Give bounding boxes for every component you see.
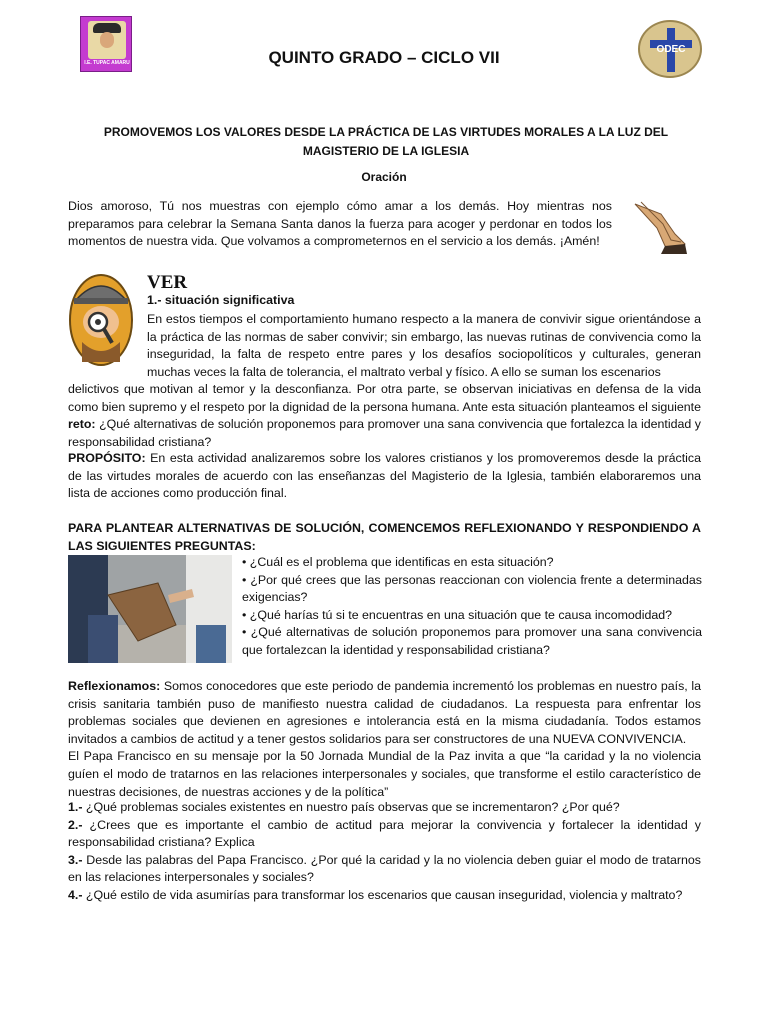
- situation-label: 1.- situación significativa: [147, 293, 295, 307]
- situation-paragraph-1: En estos tiempos el comportamiento humano respecto a la manera de convivir sigue orientándose a la práctica de las normas de saber convivir; sin embargo, las nuevas rutinas de convivencia como la inseguridad, la falta de respeto entre pares y los desafíos sociopolíticos y culturales, generan muchas veces la falta de tolerancia, el maltrato verbal y físico. A ello se suman los escenarios: [147, 312, 701, 379]
- question-number: 4.-: [68, 887, 83, 902]
- questions-intro: PARA PLANTEAR ALTERNATIVAS DE SOLUCIÓN, COMENCEMOS REFLEXIONANDO Y RESPONDIENDO A LAS SIGUIENTES PREGUNTAS:: [68, 521, 701, 553]
- praying-hands-icon: [621, 198, 691, 256]
- question-list: [242, 554, 702, 660]
- document-subtitle: PROMOVEMOS LOS VALORES DESDE LA PRÁCTICA DE LAS VIRTUDES MORALES A LA LUZ DEL MAGISTERIO DE LA IGLESIA: [103, 125, 669, 158]
- question-text: ¿Qué problemas sociales existentes en nuestro país observas que se incrementaron? ¿Por qué?: [82, 800, 620, 814]
- numbered-question: [68, 817, 701, 852]
- prayer-heading: Oración: [361, 170, 407, 184]
- situation-text-a: delictivos que motivan al temor y la desconfianza. Por otra parte, se observan iniciativas en defensa de la vida como bien supremo y el respeto por la dignidad de la persona humana. Ante esta situación planteamos el siguiente: [68, 382, 701, 414]
- numbered-questions: [68, 799, 701, 905]
- question-number: 3.-: [68, 852, 83, 867]
- question-text: ¿Qué estilo de vida asumirías para transformar los escenarios que causan inseguridad, violencia y maltrato?: [82, 887, 683, 902]
- detective-icon: [68, 270, 134, 368]
- question-item: • ¿Qué alternativas de solución proponemos para promover una sana convivencia que fortalezcan la identidad y responsabilidad cristiana?: [242, 625, 702, 657]
- page-title: QUINTO GRADO – CICLO VII: [268, 48, 500, 67]
- reto-label: reto:: [68, 417, 96, 432]
- proposito-text: En esta actividad analizaremos sobre los valores cristianos y los promoveremos desde la práctica de las virtudes morales de acuerdo con las enseñanzas del Magisterio de la Iglesia, también elaboraremos una lista de acciones como producción final.: [68, 451, 701, 501]
- odec-logo-text: ODEC: [656, 44, 686, 55]
- numbered-question: [68, 852, 701, 887]
- numbered-question: [68, 799, 701, 817]
- pope-quote-paragraph: El Papa Francisco en su mensaje por la 50 Jornada Mundial de la Paz invita a que “la caridad y la no violencia guíen el modo de tratarnos en las relaciones interpersonales y sociales, que transforme el estilo característico de nuestras decisiones, de nuestras acciones y de la política”: [68, 749, 701, 799]
- question-item: • ¿Qué harías tú si te encuentras en una situación que te causa incomodidad?: [242, 607, 673, 622]
- question-item: • ¿Por qué crees que las personas reaccionan con violencia frente a determinadas exigencias?: [242, 572, 702, 605]
- proposito-label: PROPÓSITO:: [68, 451, 146, 465]
- reflection-paragraph: [68, 678, 701, 748]
- numbered-question: [68, 887, 701, 905]
- struggle-photo: [68, 555, 232, 663]
- question-item: • ¿Cuál es el problema que identificas en esta situación?: [242, 555, 554, 569]
- reflection-section: [68, 678, 701, 801]
- question-text: ¿Crees que es importante el cambio de actitud para mejorar la convivencia y fortalecer la identidad y responsabilidad cristiana? Explica: [68, 817, 701, 850]
- question-number: 1.-: [68, 800, 83, 814]
- question-text: Desde las palabras del Papa Francisco. ¿Por qué la caridad y la no violencia deben guiar el modo de tratarnos en las relaciones interpersonales y sociales?: [68, 852, 701, 885]
- situation-text-b: ¿Qué alternativas de solución proponemos para promover una sana convivencia que fortalezca la identidad y responsabilidad cristiana?: [68, 417, 701, 449]
- prayer-text: Dios amoroso, Tú nos muestras con ejemplo cómo amar a los demás. Hoy mientras nos preparamos para celebrar la Semana Santa danos la fuerza para acoger y perdonar en todos los momentos de nuestra vida. Que volvamos a comprometernos en el servicio a los demás. ¡Amén!: [68, 199, 612, 249]
- reflection-label: Reflexionamos:: [68, 679, 161, 693]
- reflection-text: Somos conocedores que este periodo de pandemia incrementó los problemas en nuestro país, la crisis sanitaria también puso de manifiesto nuestra calidad de ciudadanos. La respuesta para enfrentar los problemas sociales que devienen en agresiones e intolerancia está en la misma ciudadanía. Todos estamos invitados a cambios de actitud y a tener gestos solidarios para ser constructores de una NUEVA CONVIVENCIA.: [68, 679, 701, 746]
- school-logo-text: I.E. TUPAC AMARU: [84, 60, 130, 66]
- ver-heading: VER: [147, 272, 188, 293]
- proposito-paragraph: [68, 450, 701, 503]
- question-number: 2.-: [68, 817, 83, 832]
- situation-paragraph-2: [68, 381, 701, 451]
